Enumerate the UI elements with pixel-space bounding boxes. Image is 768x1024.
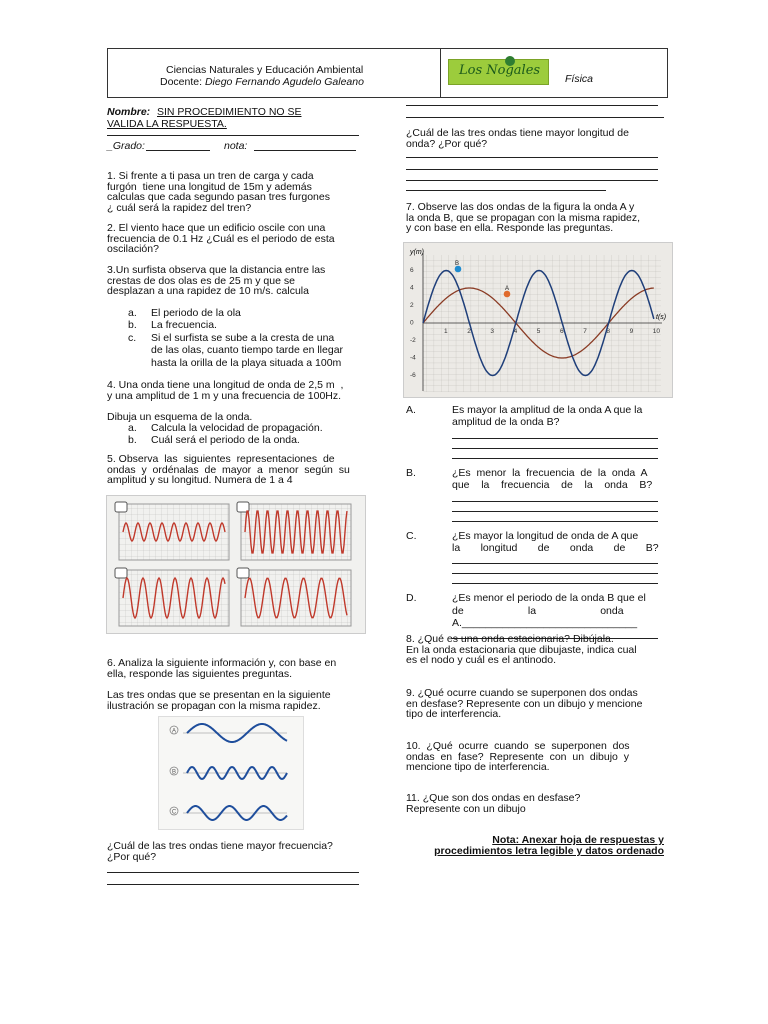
answer-line[interactable] [452,458,658,459]
text-line: mencione tipo de interferencia. [406,761,550,774]
item-text: la longitud de onda de B? [452,541,659,554]
item-letter: D. [406,592,417,605]
school-logo [448,59,549,85]
text-line: 1. Si frente a ti pasa un tren de carga y cada [107,170,314,182]
item-text: Cuál será el periodo de la onda. [151,434,300,447]
item-letter: a. [128,422,137,434]
nota-line[interactable] [254,150,356,151]
three-waves-figure [158,716,304,830]
grado-row: _Grado: [107,140,145,152]
nombre-label: Nombre: [107,106,151,118]
text-line: y una amplitud de 1 m y una frecuencia de 100Hz. [107,389,342,402]
text-line: ¿Cuál de las tres ondas tiene mayor longitud de [406,127,629,139]
question-2 [107,222,335,254]
x-tick-label: 8 [606,328,611,335]
answer-line[interactable] [406,157,658,158]
question-5 [107,453,350,485]
answer-line[interactable] [406,117,664,118]
question-10 [406,740,630,772]
x-tick-label: 3 [490,328,495,335]
item-text: Es mayor la amplitud de la onda A que la [452,404,643,416]
list-item [406,530,668,585]
y-tick-label: 6 [410,267,414,274]
two-waves-graph [403,242,673,398]
question-4-draw: Dibuja un esquema de la onda. [107,411,253,423]
text-line: En la onda estacionaria que dibujaste, indica cual [406,643,637,656]
item-text: que la frecuencia de la onda B? [452,479,653,492]
two-waves-graph-svg [404,243,672,397]
item-text: La frecuencia. [151,319,217,332]
label-a: A [505,286,510,292]
wave-amplitude-figure [106,495,366,634]
x-tick-label: 5 [536,328,541,335]
item-text: Calcula la velocidad de propagación. [151,422,323,434]
question-1 [107,170,330,212]
list-item [406,404,668,459]
text-line: ilustración se propagan con la misma rapidez. [107,699,321,712]
four-waves-graphic [107,496,365,633]
x-tick-label: 1 [444,328,448,335]
answer-line[interactable] [452,438,658,439]
item-letter: C. [406,529,417,542]
text-line: es el nodo y cuál es el antinodo. [406,654,557,667]
answer-line[interactable] [452,583,658,584]
answer-line[interactable] [406,105,658,106]
list-item [128,332,343,369]
header-box [107,48,668,98]
question-6-intro [107,689,331,710]
text-line: ondas en fase? Represente con un dibujo y [406,750,629,763]
question-7-items [406,404,668,647]
three-waves-graphic [159,717,303,829]
answer-line[interactable] [452,501,658,502]
text-line: 6. Analiza la siguiente información y, con base en [107,657,337,669]
question-4 [107,379,343,400]
text-line: desplazan a una rapidez de 10 m/s. calcula [107,285,309,298]
nombre-note-2: VALIDA LA RESPUESTA. [107,118,227,130]
text-line: crestas de dos olas es de 25 m y que se [107,274,295,287]
y-tick-label: 0 [410,319,414,327]
question-11 [406,792,580,813]
subject-title: Ciencias Naturales y Educación Ambiental [166,64,364,76]
text-line: 2. El viento hace que un edificio oscile con una [107,222,326,234]
question-7 [406,201,640,233]
answer-line[interactable] [107,884,359,885]
question-3 [107,264,325,296]
logo-text: Los Nogales [459,63,541,78]
answer-line[interactable] [406,190,606,191]
question-3-items [128,307,343,369]
grado-label: Grado: [112,140,145,152]
answer-line[interactable] [452,448,658,449]
text-line: oscilación? [107,243,159,256]
text-line: 7. Observe las dos ondas de la figura la onda A y [406,201,635,213]
text-line: tipo de interferencia. [406,708,502,721]
item-text: hasta la orilla de la playa situada a 100m [151,356,342,369]
text-line: calculas que cada segundo pasan tres furgones [107,191,330,204]
y-tick-label: 2 [410,302,414,309]
area-label: Física [565,73,594,85]
answer-line[interactable] [406,169,658,170]
wave-a-label: A [171,728,177,735]
text-line: 11. ¿Que son dos ondas en desfase? [406,792,581,804]
answer-line[interactable] [452,563,658,564]
item-letter: B. [406,466,416,479]
item-text: de las olas, cuanto tiempo tarde en llegar [151,344,344,357]
list-item [406,467,668,522]
wave-c-label: C [171,809,177,816]
text-line: y con base en ella. Responde las preguntas. [406,222,614,235]
text-line: amplitud y su longitud. Numera de 1 a 4 [107,474,293,487]
text-line: Represente con un dibujo [406,802,526,815]
text-line: 4. Una onda tiene una longitud de onda de 2,5 m , [107,379,344,391]
x-tick-label: 2 [467,328,471,335]
text-line: onda? ¿Por qué? [406,137,488,150]
text-line: ondas y ordénalas de mayor a menor según su [107,463,350,476]
answer-line[interactable] [406,180,658,181]
nombre-note-1: SIN PROCEDIMIENTO NO SE [157,106,302,118]
item-text: amplitud de la onda B? [452,416,560,429]
text-line: 3.Un surfista observa que la distancia entre las [107,264,326,276]
x-tick-label: 7 [583,328,587,335]
nota-anexar [406,834,664,855]
list-item [128,434,323,446]
question-6 [107,657,336,678]
text-line: la onda B, que se propagan con la misma rapidez, [406,211,641,224]
text-line: ¿Cuál de las tres ondas tiene mayor frecuencia? [107,840,333,852]
text-line: Las tres ondas que se presentan en la siguiente [107,689,331,701]
text-line: 8. ¿Qué es una onda estacionaria? Dibújala. [406,633,614,645]
item-text: ¿Es menor la frecuencia de la onda A [452,466,648,479]
nota-label: nota: [224,140,248,152]
question-6-frequency [107,840,333,861]
list-item [128,422,323,434]
wave-b-label: B [171,769,177,776]
item-letter: A. [406,404,416,416]
item-text: El periodo de la ola [151,307,241,319]
item-text: ¿Es mayor la longitud de onda de A que [452,529,639,542]
teacher-name: Diego Fernando Agudelo Galeano [204,76,364,88]
graph-xlabel: t(s) [656,314,667,321]
text-line: Nota: Anexar hoja de respuestas y [492,834,664,846]
question-9 [406,687,642,719]
text-line: furgón tiene una longitud de 15m y además [107,180,312,193]
teacher-label: Docente: [160,76,203,88]
grado-line[interactable] [146,150,210,151]
teacher-line [160,76,364,88]
answer-line[interactable] [452,521,658,522]
y-tick-label: -6 [410,372,416,379]
text-line: frecuencia de 0.1 Hz ¿Cuál es el periodo de esta [107,232,335,245]
x-tick-label: 9 [629,328,634,335]
question-4-items [128,422,323,447]
text-line: en desfase? Represente con un dibujo y mencione [406,697,643,710]
item-letter: b. [128,319,137,332]
x-tick-label: 6 [560,328,564,335]
list-item [128,307,343,319]
item-letter: a. [128,307,137,319]
text-line: 5. Observa las siguientes representaciones de [107,453,335,465]
answer-line[interactable] [452,573,658,574]
list-item [128,319,343,331]
text-line: ¿Por qué? [107,850,157,863]
x-tick-label: 4 [513,328,518,335]
item-text: ¿Es menor el periodo de la onda B que el [452,592,646,605]
graph-ylabel: y(m) [410,249,424,256]
y-tick-label: 4 [410,284,414,292]
label-b: B [455,261,460,267]
text-line: 9. ¿Qué ocurre cuando se superponen dos ondas [406,687,638,699]
item-text: A.______________________________ [452,617,638,629]
text-line: ella, responde las siguientes preguntas. [107,667,293,680]
text-line: ¿ cuál será la rapidez del tren? [107,201,252,214]
answer-line[interactable] [107,872,359,873]
y-tick-label: -2 [410,337,416,344]
x-tick-label: 10 [652,328,661,335]
name-line[interactable] [107,135,359,136]
text-line: 10. ¿Qué ocurre cuando se superponen dos [406,740,630,752]
y-tick-label: -4 [410,354,416,362]
answer-line[interactable] [452,511,658,512]
item-letter: c. [128,331,137,344]
item-letter: b. [128,434,137,447]
question-6-wavelength [406,127,629,148]
text-line: procedimientos letra legible y datos ordenado [434,844,664,857]
question-8 [406,633,637,665]
item-text: de la onda [452,604,624,617]
item-text: Si el surfista se sube a la cresta de una [151,331,335,344]
